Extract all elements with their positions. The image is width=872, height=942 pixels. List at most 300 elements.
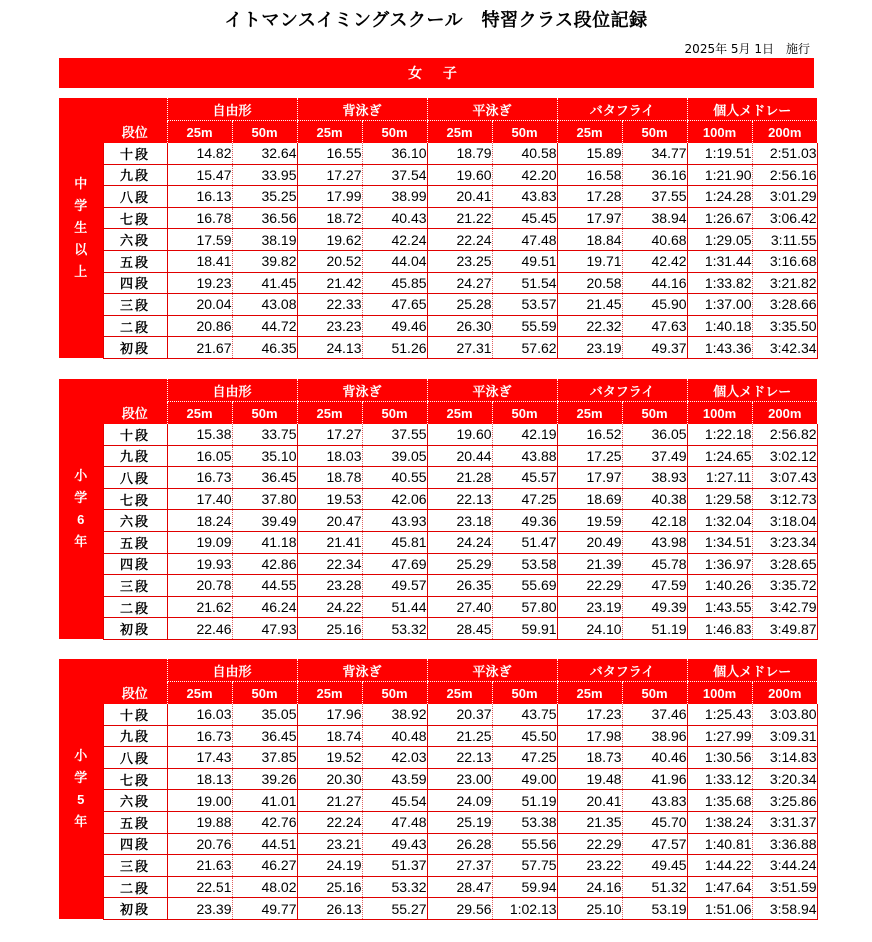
category-label <box>59 379 103 639</box>
category-label <box>59 98 103 358</box>
time-cell: 1:24.65 <box>687 445 752 467</box>
distance-header: 50m <box>232 121 297 144</box>
time-cell: 20.76 <box>167 833 232 855</box>
table-row <box>59 250 817 272</box>
time-cell: 21.67 <box>167 337 232 359</box>
time-cell: 45.81 <box>362 531 427 553</box>
dan-cell: 初段 <box>103 618 167 640</box>
dan-cell: 六段 <box>103 229 167 251</box>
time-cell: 23.25 <box>427 250 492 272</box>
time-cell: 26.13 <box>297 898 362 920</box>
time-cell: 55.69 <box>492 575 557 597</box>
distance-header: 50m <box>622 121 687 144</box>
time-cell: 1:25.43 <box>687 704 752 725</box>
time-cell: 36.56 <box>232 207 297 229</box>
time-cell: 19.23 <box>167 272 232 294</box>
time-cell: 28.47 <box>427 876 492 898</box>
time-cell: 20.37 <box>427 704 492 725</box>
time-cell: 42.24 <box>362 229 427 251</box>
time-cell: 19.93 <box>167 553 232 575</box>
dan-cell: 五段 <box>103 531 167 553</box>
time-cell: 1:38.24 <box>687 811 752 833</box>
time-cell: 22.24 <box>427 229 492 251</box>
distance-header: 25m <box>297 682 362 705</box>
time-cell: 19.53 <box>297 488 362 510</box>
dan-cell: 七段 <box>103 207 167 229</box>
time-cell: 47.25 <box>492 747 557 769</box>
distance-header: 25m <box>167 402 232 425</box>
table-row <box>59 424 817 445</box>
dan-cell: 二段 <box>103 876 167 898</box>
dan-cell: 四段 <box>103 272 167 294</box>
time-cell: 49.43 <box>362 833 427 855</box>
table-row <box>59 337 817 359</box>
distance-header: 50m <box>492 402 557 425</box>
time-cell: 17.23 <box>557 704 622 725</box>
time-cell: 21.28 <box>427 467 492 489</box>
time-cell: 1:02.13 <box>492 898 557 920</box>
time-cell: 20.41 <box>427 186 492 208</box>
time-cell: 27.37 <box>427 855 492 877</box>
time-cell: 24.22 <box>297 596 362 618</box>
dan-cell: 七段 <box>103 768 167 790</box>
time-cell: 38.93 <box>622 467 687 489</box>
time-cell: 17.99 <box>297 186 362 208</box>
time-cell: 17.59 <box>167 229 232 251</box>
time-cell: 3:28.65 <box>752 553 817 575</box>
stroke-header: 自由形 <box>167 98 297 121</box>
time-cell: 3:25.86 <box>752 790 817 812</box>
time-cell: 57.80 <box>492 596 557 618</box>
distance-header: 25m <box>297 402 362 425</box>
time-cell: 32.64 <box>232 143 297 164</box>
time-cell: 38.96 <box>622 725 687 747</box>
time-cell: 49.39 <box>622 596 687 618</box>
time-cell: 27.40 <box>427 596 492 618</box>
table-row <box>59 488 817 510</box>
time-cell: 29.56 <box>427 898 492 920</box>
time-cell: 19.00 <box>167 790 232 812</box>
time-cell: 41.01 <box>232 790 297 812</box>
time-cell: 17.96 <box>297 704 362 725</box>
time-cell: 41.96 <box>622 768 687 790</box>
distance-header: 25m <box>557 121 622 144</box>
time-cell: 3:20.34 <box>752 768 817 790</box>
category-label-char: 5 <box>77 792 85 808</box>
time-cell: 3:07.43 <box>752 467 817 489</box>
time-cell: 40.43 <box>362 207 427 229</box>
time-cell: 16.13 <box>167 186 232 208</box>
time-cell: 17.27 <box>297 164 362 186</box>
time-cell: 21.63 <box>167 855 232 877</box>
time-cell: 19.60 <box>427 164 492 186</box>
time-cell: 16.58 <box>557 164 622 186</box>
time-cell: 18.24 <box>167 510 232 532</box>
time-cell: 3:16.68 <box>752 250 817 272</box>
distance-header: 100m <box>687 682 752 705</box>
table-row <box>59 575 817 597</box>
time-cell: 16.73 <box>167 725 232 747</box>
dan-cell: 九段 <box>103 725 167 747</box>
dan-cell: 二段 <box>103 596 167 618</box>
time-cell: 21.42 <box>297 272 362 294</box>
time-cell: 3:31.37 <box>752 811 817 833</box>
time-cell: 1:34.51 <box>687 531 752 553</box>
time-cell: 1:27.99 <box>687 725 752 747</box>
time-cell: 16.78 <box>167 207 232 229</box>
dan-column-header: 段位 <box>103 121 167 144</box>
distance-header: 50m <box>622 402 687 425</box>
time-cell: 27.31 <box>427 337 492 359</box>
dan-cell: 五段 <box>103 811 167 833</box>
category-label-char: 生 <box>74 220 88 236</box>
distance-header: 50m <box>492 682 557 705</box>
time-cell: 42.42 <box>622 250 687 272</box>
time-cell: 1:51.06 <box>687 898 752 920</box>
time-cell: 37.80 <box>232 488 297 510</box>
time-cell: 16.52 <box>557 424 622 445</box>
time-cell: 55.59 <box>492 315 557 337</box>
time-cell: 15.38 <box>167 424 232 445</box>
stroke-header: バタフライ <box>557 98 687 121</box>
stroke-header: 個人メドレー <box>687 379 817 402</box>
time-cell: 40.55 <box>362 467 427 489</box>
time-cell: 25.19 <box>427 811 492 833</box>
page-title: イトマンスイミングスクール 特習クラス段位記録 <box>224 10 648 31</box>
time-cell: 1:40.18 <box>687 315 752 337</box>
time-cell: 28.45 <box>427 618 492 640</box>
time-cell: 20.30 <box>297 768 362 790</box>
time-cell: 43.93 <box>362 510 427 532</box>
time-cell: 21.27 <box>297 790 362 812</box>
time-cell: 44.55 <box>232 575 297 597</box>
time-cell: 49.57 <box>362 575 427 597</box>
time-cell: 18.78 <box>297 467 362 489</box>
stroke-header: 背泳ぎ <box>297 379 427 402</box>
stroke-header: 自由形 <box>167 379 297 402</box>
time-cell: 24.16 <box>557 876 622 898</box>
time-cell: 51.37 <box>362 855 427 877</box>
time-cell: 1:29.58 <box>687 488 752 510</box>
time-cell: 17.43 <box>167 747 232 769</box>
time-cell: 22.33 <box>297 294 362 316</box>
table-row <box>59 164 817 186</box>
time-cell: 47.69 <box>362 553 427 575</box>
time-cell: 21.25 <box>427 725 492 747</box>
time-cell: 1:31.44 <box>687 250 752 272</box>
time-cell: 57.75 <box>492 855 557 877</box>
time-cell: 41.18 <box>232 531 297 553</box>
dan-cell: 六段 <box>103 510 167 532</box>
time-cell: 36.45 <box>232 725 297 747</box>
time-cell: 42.20 <box>492 164 557 186</box>
table-row <box>59 618 817 640</box>
time-cell: 1:47.64 <box>687 876 752 898</box>
time-cell: 17.97 <box>557 467 622 489</box>
time-cell: 24.10 <box>557 618 622 640</box>
time-cell: 40.38 <box>622 488 687 510</box>
time-cell: 3:49.87 <box>752 618 817 640</box>
distance-header: 25m <box>427 121 492 144</box>
time-cell: 1:24.28 <box>687 186 752 208</box>
time-cell: 16.05 <box>167 445 232 467</box>
time-cell: 49.51 <box>492 250 557 272</box>
time-cell: 23.19 <box>557 596 622 618</box>
distance-header: 25m <box>297 121 362 144</box>
time-cell: 17.97 <box>557 207 622 229</box>
header-corner <box>103 379 167 402</box>
time-cell: 3:42.79 <box>752 596 817 618</box>
distance-header: 50m <box>362 402 427 425</box>
time-cell: 2:56.82 <box>752 424 817 445</box>
table-row <box>59 855 817 877</box>
time-cell: 20.47 <box>297 510 362 532</box>
stroke-header: 平泳ぎ <box>427 98 557 121</box>
effective-date: 2025年 5月 1日 施行 <box>684 42 810 56</box>
header-corner <box>103 98 167 121</box>
time-cell: 36.10 <box>362 143 427 164</box>
time-cell: 22.32 <box>557 315 622 337</box>
time-cell: 40.58 <box>492 143 557 164</box>
dan-cell: 八段 <box>103 467 167 489</box>
time-cell: 22.29 <box>557 833 622 855</box>
time-cell: 46.35 <box>232 337 297 359</box>
time-cell: 1:26.67 <box>687 207 752 229</box>
time-cell: 17.40 <box>167 488 232 510</box>
time-cell: 3:03.80 <box>752 704 817 725</box>
table-row <box>59 725 817 747</box>
category-label-char: 学 <box>74 490 88 506</box>
table-row <box>59 553 817 575</box>
time-cell: 19.60 <box>427 424 492 445</box>
time-cell: 42.86 <box>232 553 297 575</box>
time-cell: 40.68 <box>622 229 687 251</box>
time-cell: 1:32.04 <box>687 510 752 532</box>
time-cell: 1:46.83 <box>687 618 752 640</box>
time-cell: 41.45 <box>232 272 297 294</box>
table-row <box>59 531 817 553</box>
time-cell: 43.59 <box>362 768 427 790</box>
table-row <box>59 704 817 725</box>
time-cell: 18.74 <box>297 725 362 747</box>
time-cell: 1:33.82 <box>687 272 752 294</box>
time-cell: 47.63 <box>622 315 687 337</box>
time-cell: 14.82 <box>167 143 232 164</box>
time-cell: 3:51.59 <box>752 876 817 898</box>
category-label-char: 上 <box>74 264 88 280</box>
time-cell: 45.70 <box>622 811 687 833</box>
time-cell: 26.30 <box>427 315 492 337</box>
time-cell: 3:11.55 <box>752 229 817 251</box>
time-cell: 51.32 <box>622 876 687 898</box>
time-cell: 45.90 <box>622 294 687 316</box>
dan-cell: 四段 <box>103 833 167 855</box>
table-row <box>59 811 817 833</box>
time-cell: 1:36.97 <box>687 553 752 575</box>
time-cell: 37.55 <box>622 186 687 208</box>
category-label-char: 小 <box>74 468 88 484</box>
time-cell: 25.28 <box>427 294 492 316</box>
time-cell: 1:29.05 <box>687 229 752 251</box>
category-label-char: 小 <box>74 748 88 764</box>
time-cell: 59.94 <box>492 876 557 898</box>
time-cell: 16.03 <box>167 704 232 725</box>
time-cell: 49.00 <box>492 768 557 790</box>
dan-column-header: 段位 <box>103 682 167 705</box>
time-cell: 35.05 <box>232 704 297 725</box>
time-cell: 42.03 <box>362 747 427 769</box>
time-cell: 25.10 <box>557 898 622 920</box>
time-cell: 3:44.24 <box>752 855 817 877</box>
time-cell: 26.28 <box>427 833 492 855</box>
table-row <box>59 876 817 898</box>
time-cell: 37.49 <box>622 445 687 467</box>
time-cell: 19.52 <box>297 747 362 769</box>
time-cell: 36.45 <box>232 467 297 489</box>
time-cell: 44.51 <box>232 833 297 855</box>
time-cell: 20.58 <box>557 272 622 294</box>
table-row <box>59 229 817 251</box>
time-cell: 1:37.00 <box>687 294 752 316</box>
time-cell: 23.21 <box>297 833 362 855</box>
time-cell: 24.24 <box>427 531 492 553</box>
distance-header: 200m <box>752 402 817 425</box>
distance-header: 50m <box>232 402 297 425</box>
dan-column-header: 段位 <box>103 402 167 425</box>
time-cell: 44.72 <box>232 315 297 337</box>
time-cell: 38.94 <box>622 207 687 229</box>
dan-cell: 五段 <box>103 250 167 272</box>
stroke-header: バタフライ <box>557 379 687 402</box>
time-cell: 45.57 <box>492 467 557 489</box>
table-row <box>59 768 817 790</box>
time-cell: 18.03 <box>297 445 362 467</box>
table-row <box>59 272 817 294</box>
time-cell: 38.19 <box>232 229 297 251</box>
dan-cell: 七段 <box>103 488 167 510</box>
time-cell: 3:12.73 <box>752 488 817 510</box>
time-cell: 45.50 <box>492 725 557 747</box>
time-cell: 3:06.42 <box>752 207 817 229</box>
time-cell: 17.27 <box>297 424 362 445</box>
dan-cell: 九段 <box>103 445 167 467</box>
time-cell: 46.24 <box>232 596 297 618</box>
time-cell: 22.24 <box>297 811 362 833</box>
time-cell: 1:44.22 <box>687 855 752 877</box>
time-cell: 1:43.55 <box>687 596 752 618</box>
table-row <box>59 315 817 337</box>
time-cell: 55.56 <box>492 833 557 855</box>
distance-header: 50m <box>622 682 687 705</box>
time-cell: 21.22 <box>427 207 492 229</box>
table-row <box>59 833 817 855</box>
category-label-char: 中 <box>74 176 88 192</box>
time-cell: 21.41 <box>297 531 362 553</box>
time-cell: 36.16 <box>622 164 687 186</box>
time-cell: 22.34 <box>297 553 362 575</box>
time-cell: 35.25 <box>232 186 297 208</box>
time-cell: 17.98 <box>557 725 622 747</box>
time-cell: 57.62 <box>492 337 557 359</box>
time-cell: 19.71 <box>557 250 622 272</box>
time-cell: 43.83 <box>492 186 557 208</box>
time-cell: 21.35 <box>557 811 622 833</box>
time-cell: 1:30.56 <box>687 747 752 769</box>
time-cell: 35.10 <box>232 445 297 467</box>
time-cell: 49.46 <box>362 315 427 337</box>
table-row <box>59 747 817 769</box>
time-cell: 3:14.83 <box>752 747 817 769</box>
time-cell: 53.38 <box>492 811 557 833</box>
time-cell: 1:21.90 <box>687 164 752 186</box>
time-cell: 3:18.04 <box>752 510 817 532</box>
time-cell: 19.62 <box>297 229 362 251</box>
time-cell: 37.46 <box>622 704 687 725</box>
stroke-header: 背泳ぎ <box>297 659 427 682</box>
time-cell: 53.58 <box>492 553 557 575</box>
gender-banner: 女 子 <box>59 58 814 88</box>
time-cell: 20.04 <box>167 294 232 316</box>
time-cell: 43.88 <box>492 445 557 467</box>
time-cell: 18.41 <box>167 250 232 272</box>
time-cell: 43.83 <box>622 790 687 812</box>
time-cell: 49.45 <box>622 855 687 877</box>
time-cell: 24.27 <box>427 272 492 294</box>
time-cell: 47.25 <box>492 488 557 510</box>
distance-header: 200m <box>752 682 817 705</box>
time-cell: 17.28 <box>557 186 622 208</box>
category-label-char: 6 <box>77 512 85 528</box>
time-cell: 21.39 <box>557 553 622 575</box>
time-cell: 22.51 <box>167 876 232 898</box>
dan-cell: 三段 <box>103 855 167 877</box>
time-cell: 1:40.81 <box>687 833 752 855</box>
time-cell: 23.18 <box>427 510 492 532</box>
time-cell: 43.75 <box>492 704 557 725</box>
table-row <box>59 207 817 229</box>
time-cell: 26.35 <box>427 575 492 597</box>
dan-cell: 十段 <box>103 704 167 725</box>
time-cell: 44.04 <box>362 250 427 272</box>
time-cell: 3:35.50 <box>752 315 817 337</box>
time-cell: 18.84 <box>557 229 622 251</box>
stroke-header: バタフライ <box>557 659 687 682</box>
time-cell: 22.13 <box>427 747 492 769</box>
time-cell: 22.29 <box>557 575 622 597</box>
time-cell: 59.91 <box>492 618 557 640</box>
dan-cell: 八段 <box>103 747 167 769</box>
time-cell: 24.13 <box>297 337 362 359</box>
time-cell: 18.73 <box>557 747 622 769</box>
header-corner <box>103 659 167 682</box>
time-cell: 39.05 <box>362 445 427 467</box>
time-cell: 53.32 <box>362 876 427 898</box>
time-cell: 15.47 <box>167 164 232 186</box>
time-cell: 25.16 <box>297 876 362 898</box>
stroke-header: 個人メドレー <box>687 98 817 121</box>
time-cell: 20.44 <box>427 445 492 467</box>
time-cell: 18.72 <box>297 207 362 229</box>
time-cell: 1:27.11 <box>687 467 752 489</box>
table-row <box>59 186 817 208</box>
time-cell: 44.16 <box>622 272 687 294</box>
time-cell: 37.54 <box>362 164 427 186</box>
stroke-header: 平泳ぎ <box>427 379 557 402</box>
time-cell: 17.25 <box>557 445 622 467</box>
table-row <box>59 790 817 812</box>
time-cell: 22.46 <box>167 618 232 640</box>
time-cell: 39.82 <box>232 250 297 272</box>
